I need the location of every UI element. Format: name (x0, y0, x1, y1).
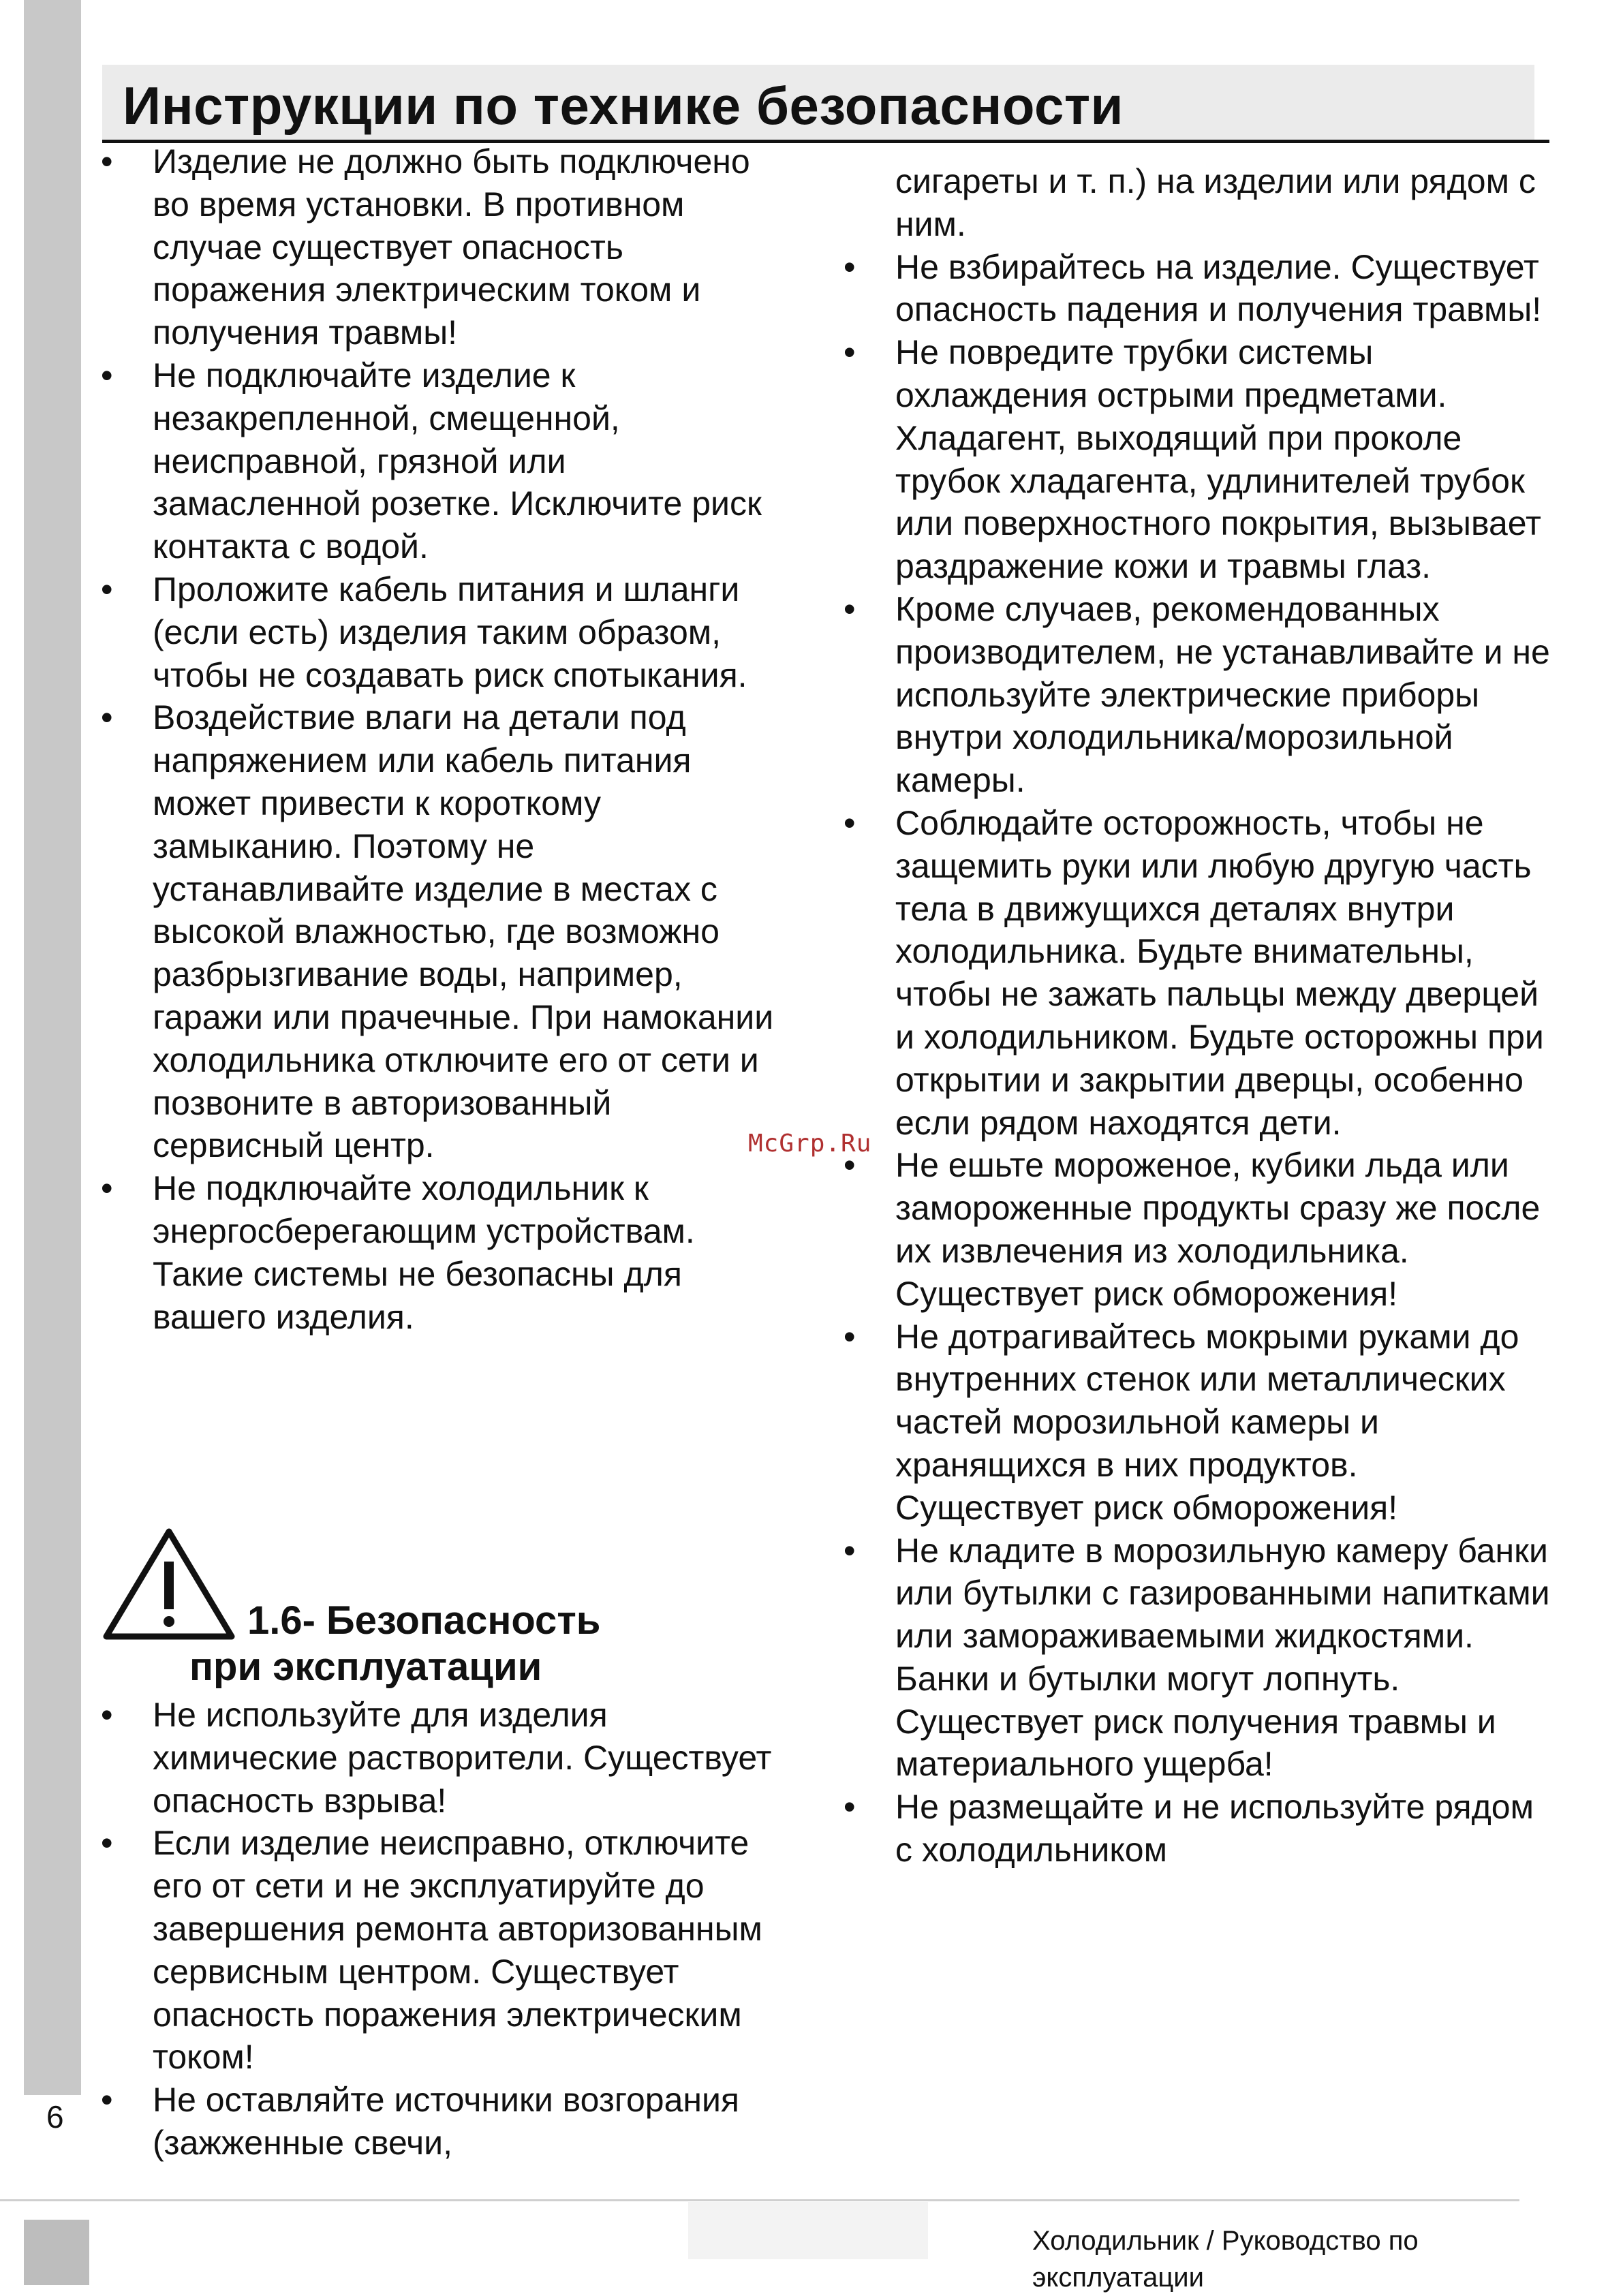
section-heading (101, 1526, 782, 1690)
continued-text: сигареты и т. п.) на изделии или рядом с ним. (895, 162, 1536, 243)
list-item: • Воздействие влаги на детали под напряжением или кабель питания может привести к короткому замыканию. Поэтому не устанавливайте изделие в местах с высокой влажностью, где возможно разбрызгивание воды, например, гаражи или прачечные. При намокании холодильника отключите его от сети и позвоните в авторизованный сервисный центр. (101, 696, 782, 1167)
footer-marker (24, 2220, 89, 2285)
right-bullet-list (844, 246, 1552, 1872)
right-column (844, 160, 1552, 1872)
watermark: McGrp.Ru (748, 1130, 872, 1158)
list-item: • Не дотрагивайтесь мокрыми руками до внутренних стенок или металлических частей морозильной камеры и хранящихся в них продуктов. Существует риск обморожения! (844, 1316, 1552, 1530)
list-item: • Не взбирайтесь на изделие. Существует опасность падения и получения травмы! (844, 246, 1552, 332)
list-item: • Не используйте для изделия химические растворители. Существует опасность взрыва! (101, 1694, 782, 1822)
section-bullet-list (101, 1694, 782, 2165)
list-item: • Не ешьте мороженое, кубики льда или замороженные продукты сразу же после их извлечения из холодильника. Существует риск обморожения! (844, 1144, 1552, 1315)
section-title-line1: 1.6- Безопасность (247, 1598, 601, 1643)
list-item: • Проложите кабель питания и шланги (если есть) изделия таким образом, чтобы не создавать риск спотыкания. (101, 568, 782, 696)
footer-divider (0, 2199, 1519, 2201)
footer-box (688, 2202, 928, 2259)
left-column (101, 140, 782, 1338)
list-item: • Не кладите в морозильную камеру банки или бутылки с газированными напитками или замораживаемыми жидкостями. Банки и бутылки могут лопнуть. Существует риск получения травмы и материального ущерба! (844, 1530, 1552, 1786)
list-item: • Не размещайте и не используйте рядом с холодильником (844, 1786, 1552, 1872)
list-item: • Если изделие неисправно, отключите его от сети и не эксплуатируйте до завершения ремонта авторизованным сервисным центром. Существует опасность поражения электрическим током! (101, 1822, 782, 2079)
page-number: 6 (46, 2099, 64, 2135)
list-item: • Соблюдайте осторожность, чтобы не защемить руки или любую другую часть тела в движущихся деталях внутри холодильника. Будьте внимательны, чтобы не зажать пальцы между дверцей и холодильником. Будьте осторожны при открытии и закрытии дверцы, особенно если рядом находятся дети. (844, 802, 1552, 1144)
section-title (189, 1598, 803, 1690)
list-item: • Кроме случаев, рекомендованных производителем, не устанавливайте и не используйте электрические приборы внутри холодильника/морозильной камеры. (844, 588, 1552, 802)
left-bullet-list (101, 140, 782, 1338)
side-bar (24, 0, 81, 2095)
page-title: Инструкции по технике безопасности (123, 76, 1124, 136)
section-title-line2: при эксплуатации (189, 1645, 542, 1689)
list-item: • Не повредите трубки системы охлаждения острыми предметами. Хладагент, выходящий при проколе трубок хладагента, удлинителей трубок или поверхностного покрытия, вызывает раздражение кожи и травмы глаз. (844, 331, 1552, 588)
footer-text: Холодильник / Руководство по эксплуатации (1032, 2226, 1419, 2293)
list-item: • Не подключайте изделие к незакрепленной, смещенной, неисправной, грязной или замасленной розетке. Исключите риск контакта с водой. (101, 354, 782, 568)
list-item: • Изделие не должно быть подключено во время установки. В противном случае существует опасность поражения электрическим током и получения травмы! (101, 140, 782, 354)
list-item: • Не оставляйте источники возгорания (зажженные свечи, (101, 2079, 782, 2165)
list-item: • Не подключайте холодильник к энергосберегающим устройствам. Такие системы не безопасны для вашего изделия. (101, 1167, 782, 1338)
section-list-column (101, 1694, 782, 2165)
